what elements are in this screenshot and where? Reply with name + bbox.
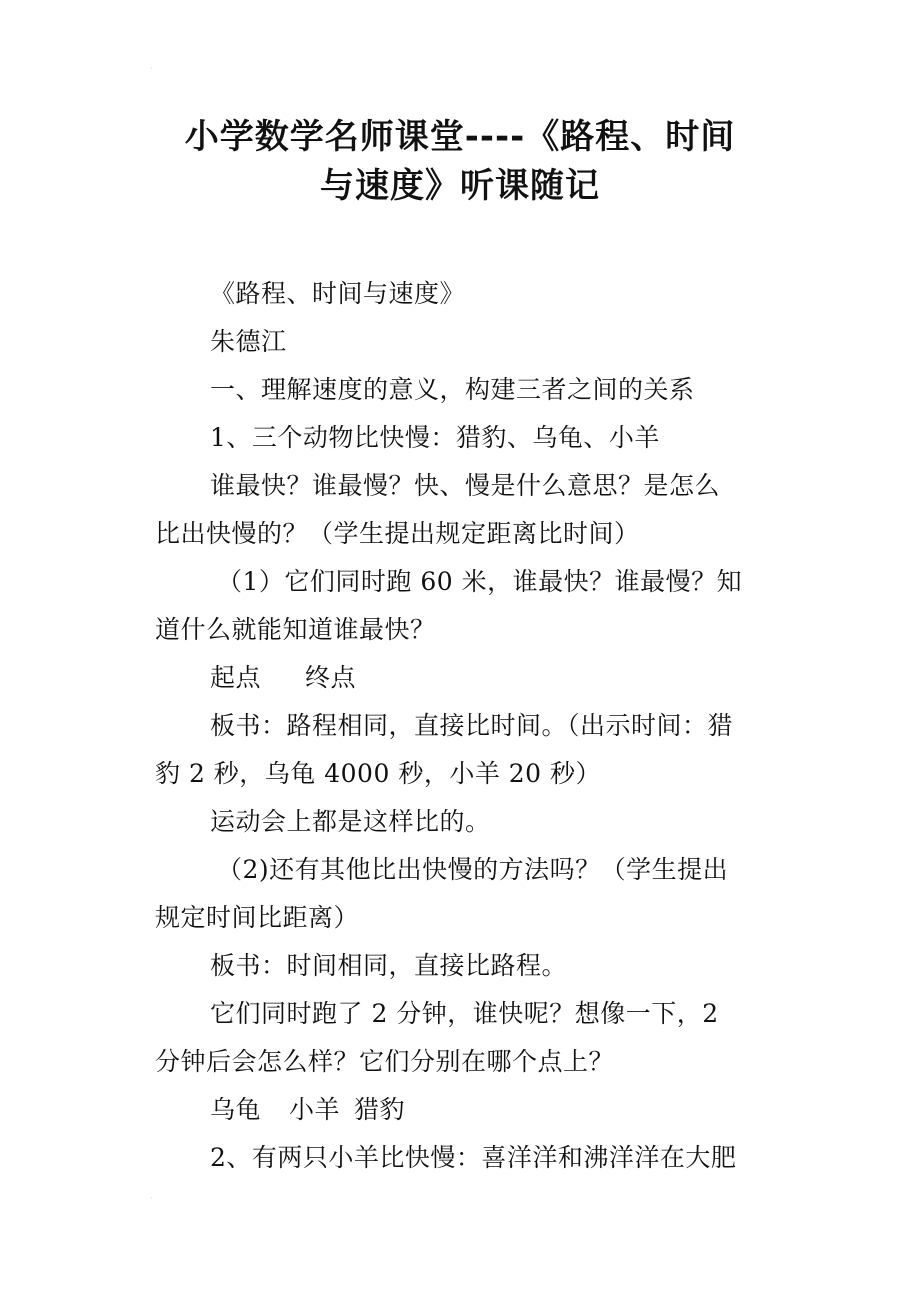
document-title-line-1: 小学数学名师课堂----《路程、时间 <box>184 117 736 157</box>
paragraph-line: 朱德江 <box>210 327 287 356</box>
paragraph-line: 2、有两只小羊比快慢：喜洋洋和沸洋洋在大肥 <box>210 1143 737 1172</box>
paragraph-line: （2)还有其他比出快慢的方法吗？（学生提出 <box>217 855 729 884</box>
paragraph-line: 一、理解速度的意义，构建三者之间的关系 <box>210 375 695 404</box>
paragraph-line: 《路程、时间与速度》 <box>210 279 466 308</box>
paragraph-line: 分钟后会怎么样？它们分别在哪个点上？ <box>155 1047 615 1076</box>
paragraph-line: （1）它们同时跑 60 米，谁最快？谁最慢？知 <box>217 567 743 596</box>
start-point-label: 起点 <box>210 663 262 692</box>
cheetah-label: 猎豹 <box>354 1095 406 1124</box>
start-end-labels <box>155 654 356 702</box>
paragraph-line: 运动会上都是这样比的。 <box>210 807 491 836</box>
lamb-label: 小羊 <box>289 1095 341 1124</box>
tortoise-label: 乌龟 <box>210 1095 262 1124</box>
paragraph-line: 1、三个动物比快慢：猎豹、乌龟、小羊 <box>210 423 660 452</box>
paragraph-line: 豹 2 秒，乌龟 4000 秒，小羊 20 秒） <box>155 759 602 788</box>
paragraph-line: 比出快慢的？（学生提出规定距离比时间） <box>155 519 640 548</box>
corner-crop-mark: · <box>150 64 153 73</box>
document-title-line-2: 与速度》听课随记 <box>320 166 600 206</box>
corner-crop-mark: · <box>150 1194 153 1203</box>
end-point-label: 终点 <box>305 663 357 692</box>
animal-position-labels <box>155 1086 405 1134</box>
paragraph-line: 道什么就能知道谁最快？ <box>155 615 436 644</box>
paragraph-line: 板书：时间相同，直接比路程。 <box>210 951 568 980</box>
paragraph-line: 谁最快？谁最慢？快、慢是什么意思？是怎么 <box>210 471 721 500</box>
paragraph-line: 板书：路程相同，直接比时间。（出示时间：猎 <box>210 711 734 740</box>
paragraph-line: 规定时间比距离） <box>155 903 360 932</box>
paragraph-line: 它们同时跑了 2 分钟，谁快呢？想像一下，2 <box>210 999 719 1028</box>
